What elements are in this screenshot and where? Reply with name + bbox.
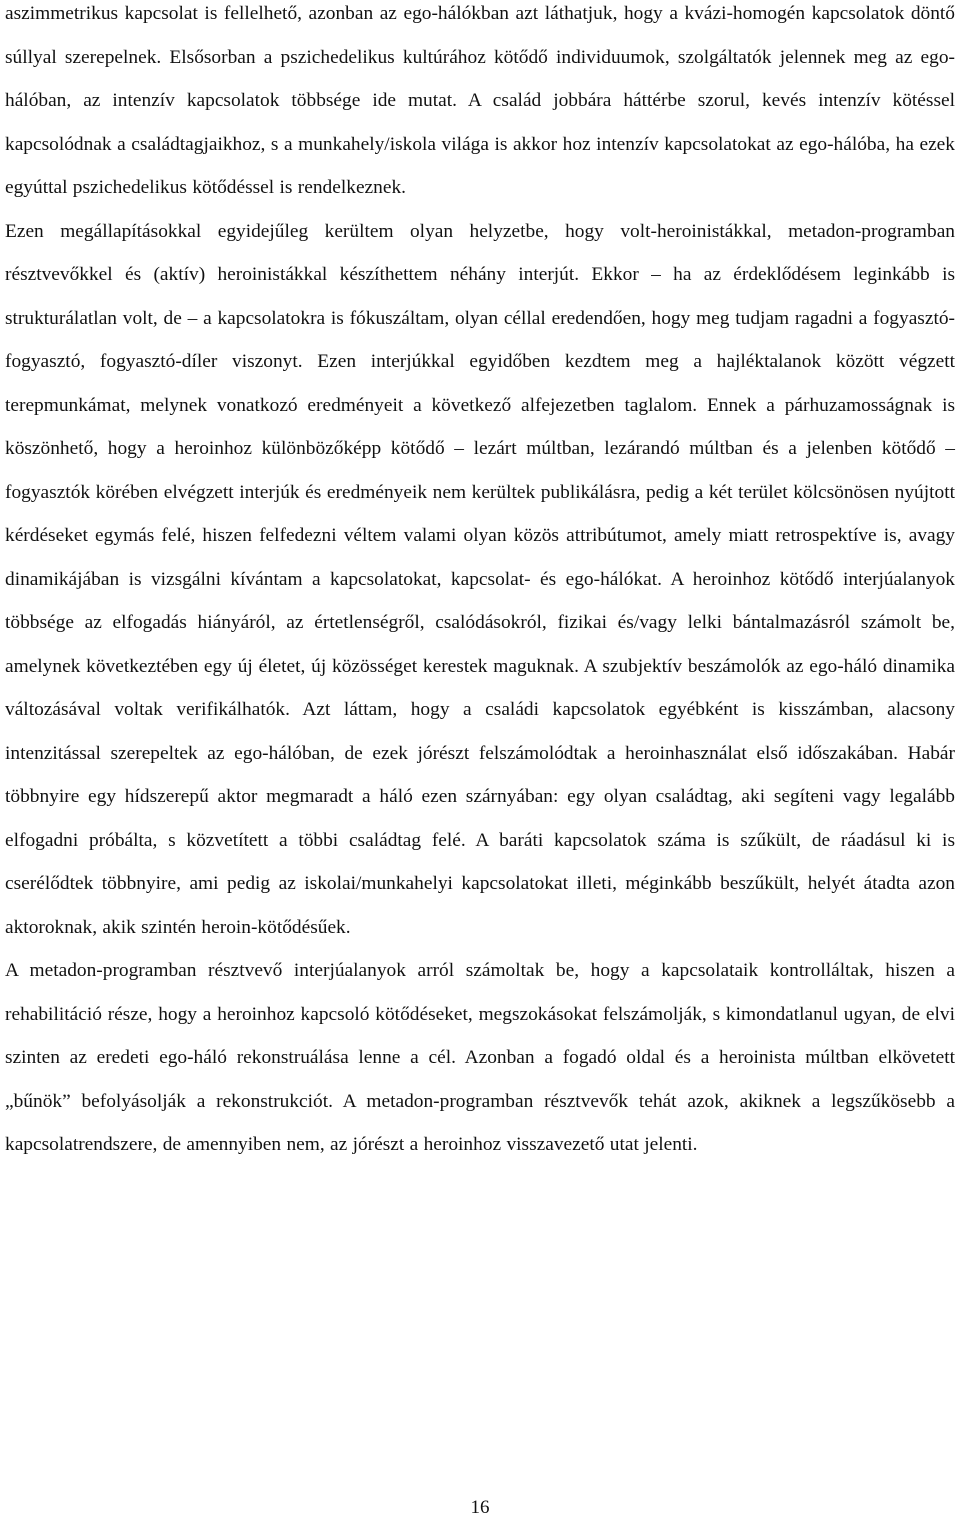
body-paragraph: Ezen megállapításokkal egyidejűleg kerültem olyan helyzetbe, hogy volt-heroinistákkal, metadon-programban résztvevőkkel és (aktív) heroinistákkal készíthettem néhány interjút. Ekkor – ha az érdeklődésem leginkább is strukturálatlan volt, de – a kapcsolatokra is fókuszáltam, olyan céllal eredendően, hogy meg tudjam ragadni a fogyasztó-fogyasztó, fogyasztó-díler viszonyt. Ezen interjúkkal egyidőben kezdtem meg a hajléktalanok között végzett terepmunkámat, melynek vonatkozó eredményeit a következő alfejezetben taglalom. Ennek a párhuzamosságnak is köszönhető, hogy a heroinhoz különbözőképp kötődő – lezárt múltban, lezárandó múltban és a jelenben kötődő – fogyasztók körében elvégzett interjúk és eredményeik nem kerültek publikálásra, pedig a két terület kölcsönösen nyújtott kérdéseket egymás felé, hiszen felfedezni véltem valami olyan közös attribútumot, amely miatt retrospektíve is, avagy dinamikájában is vizsgálni kívántam a kapcsolatokat, kapcsolat- és ego-hálókat. A heroinhoz kötődő interjúalanyok többsége az elfogadás hiányáról, az értetlenségről, csalódásokról, fizikai és/vagy lelki bántalmazásról számolt be, amelynek következtében egy új életet, új közösséget kerestek maguknak. A szubjektív beszámolók az ego-háló dinamika változásával voltak verifikálhatók. Azt láttam, hogy a családi kapcsolatok egyébként is kisszámban, alacsony intenzitással szerepeltek az ego-hálóban, de ezek jórészt felszámolódtak a heroinhasználat első időszakában. Habár többnyire egy hídszerepű aktor megmaradt a háló ezen szárnyában: egy olyan családtag, aki segíteni vagy legalább elfogadni próbálta, s közvetített a többi családtag felé. A baráti kapcsolatok száma is szűkült, de ráadásul ki is cserélődtek többnyire, ami pedig az iskolai/munkahelyi kapcsolatokat illeti, méginkább beszűkült, helyét átadta azon aktoroknak, akik szintén heroin-kötődésűek. xyxy=(5,220,955,938)
page-number: 16 xyxy=(470,1497,490,1518)
body-paragraph: A metadon-programban résztvevő interjúalanyok arról számoltak be, hogy a kapcsolataik kontrolláltak, hiszen a rehabilitáció része, hogy a heroinhoz kapcsoló kötődéseket, megszokásokat felszámolják, s kimondatlanul ugyan, de elvi szinten az eredeti ego-háló rekonstruálása lenne a cél. Azonban a fogadó oldal és a heroinista múltban elkövetett „bűnök” befolyásolják a rekonstrukciót. A metadon-programban résztvevők tehát azok, akiknek a legszűkösebb a kapcsolatrendszere, de amennyiben nem, az jórészt a heroinhoz visszavezető utat jelenti. xyxy=(5,960,955,1155)
document-page xyxy=(5,0,955,1167)
body-paragraph: aszimmetrikus kapcsolat is fellelhető, azonban az ego-hálókban azt láthatjuk, hogy a kvázi-homogén kapcsolatok döntő súllyal szerepelnek. Elsősorban a pszichedelikus kultúrához kötődő individuumok, szolgáltatók jelennek meg az ego-hálóban, az intenzív kapcsolatok többsége ide mutat. A család jobbára háttérbe szorul, kevés intenzív kötéssel kapcsolódnak a családtagjaikhoz, s a munkahely/iskola világa is akkor hoz intenzív kapcsolatokat az ego-hálóba, ha ezek egyúttal pszichedelikus kötődéssel is rendelkeznek. xyxy=(5,3,955,198)
